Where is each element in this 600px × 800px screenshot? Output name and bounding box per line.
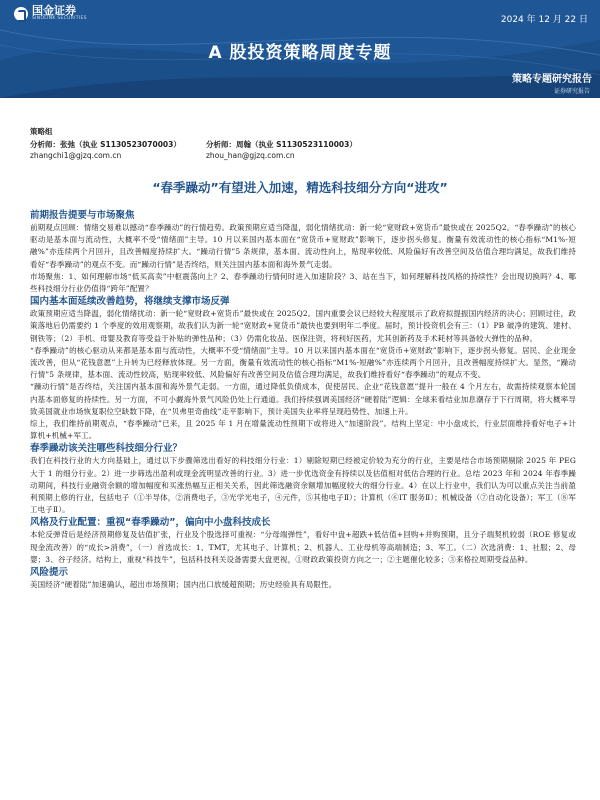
- section-title: 春季躁动该关注哪些科技细分行业？: [30, 443, 183, 455]
- section-tech-sectors: [30, 443, 576, 516]
- section-title: 风险提示: [30, 567, 69, 579]
- paragraph: 美国经济“硬着陆”加速确认，超出市场预期；国内出口放缓超预期；历史经验具有局限性。: [30, 580, 337, 590]
- section-allocation: [30, 517, 576, 566]
- report-body: [30, 210, 576, 591]
- report-subtype: 证券研究报告: [553, 88, 590, 95]
- logo-cn-text: 国金证券: [32, 4, 76, 17]
- paragraph: 政策预期应适当降温，弱化情绪扰动：新一轮“宽财政+宽货币”最快或在 2025Q2。国内重要会议已经较大程度展示了政府拟提振国内经济的决心；回顾过往，政策落地后仍需要约 1 个季度的效用观察期，故我们认为新一轮“宽财政+宽货币”最快也要到明年二季度。届时，预计投资机会有三：（1）PB 破净的建筑、建材、钢铁等；（2）手机、母婴及教育等受益于补贴的弹性品种；（3）仍需化妆品、医保注资，将利好医药，尤其创新药及手术耗材等具备较大弹性的品种。: [30, 309, 576, 343]
- company-logo: [14, 5, 87, 22]
- analyst-block: [30, 126, 357, 161]
- section-title: 前期报告提要与市场聚焦: [30, 210, 135, 221]
- section-risks: [30, 567, 576, 591]
- analyst-1-email[interactable]: zhangchi1@gjzq.com.cn: [30, 151, 122, 160]
- section-fundamentals: [30, 296, 576, 442]
- report-type: 策略专题研究报告: [512, 74, 592, 85]
- paragraph: 市场聚焦：1、如何理解市场“低买高卖”中枢震荡向上？2、春季躁动行情何时进入加速阶段？3、站在当下，如何理解科技风格的持续性？会出现切换吗？4、哪些科技细分行业仍值得“跨年”配置？: [30, 271, 576, 294]
- paragraph: “春季躁动”的核心驱动从来都是基本面与流动性，大概率不受“情绪面”主导。10 月以来国内基本面在“宽货币+宽财政”影响下，逐步拐头修复。居民、企业现金流改善，但从“花钱意愿”上升转为已经释放体现。另一方面，衡量有效流动性的核心指标“M1%-短融%”亦连续两个月回升，且改善幅度持续扩大。显然，“躁动行情”5 条规律，基本面、流动性较高，贴现率较低、风险偏好有改善空间及估值合理均满足，故我们维持看好“春季躁动”的观点不变。: [30, 345, 576, 380]
- paragraph: 我们在科技行业的大方向基础上，通过以下步骤筛选出看好的科技细分行业：1）剔除短期已经被定价较为充分的行业，主要是结合市场预期剔除 2025 年 PEG 大于 1 的细分行业。2）进一步筛选出盈利或现金流明显改善的行业。3）进一步优选资金有持续以及估值相对低估合理的行业。总结 2023 年和 2024 年春季躁动期间，科技行业融资余额的增加幅度和买涨热幅互正相关关系，因此筛选融资余额增加幅度较大的细分行业。4）在以上行业中，我们认为可以重点关注当前盈利预期上修的行业，包括电子（①半导体，②消费电子，③光学光电子，④元件，⑤其他电子Ⅱ）；计算机（⑥IT 服务Ⅱ）；机械设备（⑦自动化设备）；军工（⑧军工电子Ⅱ）。: [30, 456, 576, 515]
- paragraph: 前期观点回顾：情绪交易难以撼动“春季躁动”的行情趋势。政策预期应适当降温，弱化情绪扰动：新一轮“宽财政+宽货币”最快或在 2025Q2。“春季躁动”的核心驱动是基本面与流动性，大概率不受“情绪面”主导。10 月以来国内基本面在“宽货币+宽财政”影响下，逐步拐头修复。衡量有效流动性的核心指标“M1%-短融%”亦连续两个月回升，且改善幅度持续扩大。“躁动行情”5 条规律，基本面、流动性向上，贴现率较低、风险偏好有改善空间及估值合理均满足，故我们维持看好“春季躁动”的观点不变。而“躁动行情”是否终结，则关注国内基本面和海外景气走弱。: [30, 223, 576, 269]
- team-name: 策略组: [30, 127, 53, 136]
- report-title: A 股投资策略周度专题: [208, 43, 392, 63]
- report-date: 2024 年 12 月 22 日: [500, 15, 588, 25]
- analyst-1-name: 分析师：张弛（执业 S1130523070003）: [30, 140, 181, 149]
- analyst-2-email[interactable]: zhou_han@gjzq.com.cn: [206, 151, 295, 160]
- paragraph: 综上，我们维持前期观点，“春季躁动”已来，且 2025 年 1 月在增量流动性预期下或将进入“加速阶段”。结构上坚定：中小盘成长，行业层面维持看好电子+计算机+机械+军工。: [30, 419, 576, 441]
- paragraph: “躁动行情”是否终结，关注国内基本面和海外景气走弱。一方面，通过降低负债成本，促使居民、企业“花钱意愿”提升一般在 4 个月左右，故需持续观察本轮国内基本面修复的持续性。另一方面，不可小觑海外景气风险仍处上行通道。我们持续强调美国经济“硬着陆”逻辑：全球来看结业加息潮存于下行周期，将大概率导致美国就业市场恢复职位空缺数下降，在“贝弗里奇曲线”走平影响下，预计美国失业率将呈现趋势性、加速上升。: [30, 382, 576, 416]
- logo-icon: [14, 7, 28, 21]
- report-header: [0, 0, 600, 98]
- logo-en-text: SINOLINK SECURITIES: [32, 16, 87, 21]
- analyst-2-name: 分析师：周翰（执业 S1130523110003）: [206, 140, 357, 149]
- section-title: 国内基本面延续改善趋势，将继续支撑市场反弹: [30, 296, 230, 308]
- section-summary: [30, 210, 576, 295]
- section-title: 风格及行业配置：重视“春季躁动”，偏向中小盘科技成长: [30, 517, 271, 529]
- paragraph: 本轮反弹背后是经济预期修复及估值扩张，行业及个股选择可重视：“分母端弹性”，看好中盘+超跌+低估值+回购+并购预期，且分子端契机较弱（ROE 修复或现金流改善）的“成长>消费”，（一）首选成长：1、TMT，尤其电子、计算机；2、机器人、工业母机等高端制造；3、军工。（二）次选消费：1、社服；2、母婴；3、谷子经济。结构上，重视“科技牛”，包括科技利关设备需要大盘更视，①财政政策投资方向之一；②主题催化较多；③来格拉周期受益品种。: [30, 530, 576, 564]
- article-title: “春季躁动”有望进入加速，精选科技细分方向“进攻”: [152, 180, 448, 195]
